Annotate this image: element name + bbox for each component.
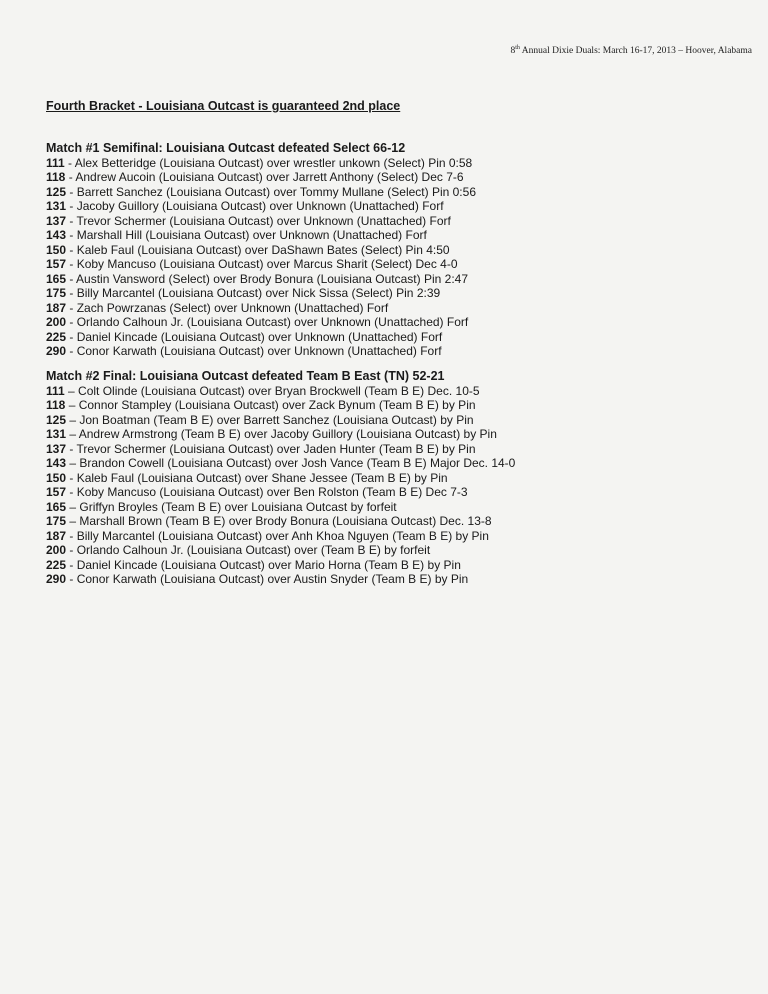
bout-row [46,185,476,200]
bout-result: – Marshall Brown (Team B E) over Brody Bonura (Louisiana Outcast) Dec. 13-8 [66,514,492,528]
header-ordinal: 8 [510,46,516,57]
bout-result: - Orlando Calhoun Jr. (Louisiana Outcast) over Unknown (Unattached) Forf [66,315,469,329]
bout-result: - Daniel Kincade (Louisiana Outcast) over Mario Horna (Team B E) by Pin [66,557,461,572]
bout-result: - Kaleb Faul (Louisiana Outcast) over Shane Jessee (Team B E) by Pin [66,470,448,485]
bout-weight: 143 [46,456,67,470]
bout-row [46,514,515,529]
bout-weight: 175 [46,286,67,300]
bout-row [46,228,476,243]
bout-weight: 290 [46,572,67,586]
bout-weight: 225 [46,329,67,344]
bout-result: - Orlando Calhoun Jr. (Louisiana Outcast) over (Team B E) by forfeit [66,543,431,557]
bout-row [46,214,476,229]
bout-result: - Conor Karwath (Louisiana Outcast) over Unknown (Unattached) Forf [66,344,442,358]
bout-weight: 125 [46,184,67,199]
bout-result: - Conor Karwath (Louisiana Outcast) over Austin Snyder (Team B E) by Pin [66,572,469,586]
bout-weight: 200 [46,543,67,557]
bout-row [46,471,515,486]
bout-row [46,301,476,316]
bout-weight: 150 [46,242,67,257]
match-final [46,369,515,587]
bout-result: - Koby Mancuso (Louisiana Outcast) over Ben Rolston (Team B E) Dec 7-3 [66,485,468,499]
bout-row [46,272,476,287]
bout-result: - Kaleb Faul (Louisiana Outcast) over DaShawn Bates (Select) Pin 4:50 [66,242,450,257]
bout-weight: 118 [46,170,66,184]
bout-weight: 111 [46,155,65,170]
bout-result: - Barrett Sanchez (Louisiana Outcast) over Tommy Mullane (Select) Pin 0:56 [66,184,476,199]
bout-result: - Billy Marcantel (Louisiana Outcast) over Nick Sissa (Select) Pin 2:39 [66,286,441,300]
bout-weight: 175 [46,514,67,528]
bout-row [46,286,476,301]
bout-weight: 187 [46,528,67,543]
bout-result: - Andrew Aucoin (Louisiana Outcast) over Jarrett Anthony (Select) Dec 7-6 [65,170,464,184]
bout-weight: 125 [46,412,67,427]
bout-row [46,199,476,214]
bout-result: - Alex Betteridge (Louisiana Outcast) over wrestler unkown (Select) Pin 0:58 [64,155,473,170]
bout-result: - Trevor Schermer (Louisiana Outcast) over Unknown (Unattached) Forf [66,213,451,228]
bout-row [46,427,515,442]
bout-weight: 131 [46,199,67,213]
bout-result: - Zach Powrzanas (Select) over Unknown (Unattached) Forf [66,300,389,315]
bout-row [46,442,515,457]
bout-weight: 200 [46,315,67,329]
bout-weight: 157 [46,257,67,271]
bout-row [46,572,515,587]
event-header [511,45,753,56]
bout-row [46,413,515,428]
header-event: Annual Dixie Duals: March 16-17, 2013 – Hoover, Alabama [521,46,752,57]
bout-result: - Trevor Schermer (Louisiana Outcast) over Jaden Hunter (Team B E) by Pin [66,441,476,456]
bout-result: - Daniel Kincade (Louisiana Outcast) over Unknown (Unattached) Forf [66,329,443,344]
bout-weight: 118 [46,398,66,412]
bout-result: – Jon Boatman (Team B E) over Barrett Sanchez (Louisiana Outcast) by Pin [66,412,474,427]
bout-row [46,398,515,413]
bout-result: - Marshall Hill (Louisiana Outcast) over Unknown (Unattached) Forf [66,228,427,242]
match-title: Match #2 Final: Louisiana Outcast defeated Team B East (TN) 52-21 [46,369,445,383]
bout-row [46,344,476,359]
bout-result: – Colt Olinde (Louisiana Outcast) over Bryan Brockwell (Team B E) Dec. 10-5 [64,383,480,398]
bout-result: – Andrew Armstrong (Team B E) over Jacoby Guillory (Louisiana Outcast) by Pin [66,427,497,441]
bout-row [46,315,476,330]
bout-result: – Connor Stampley (Louisiana Outcast) over Zack Bynum (Team B E) by Pin [65,398,476,412]
bout-weight: 290 [46,344,67,358]
bout-result: - Billy Marcantel (Louisiana Outcast) over Anh Khoa Nguyen (Team B E) by Pin [66,528,489,543]
bout-weight: 137 [46,441,67,456]
bout-weight: 187 [46,300,67,315]
bout-weight: 143 [46,228,67,242]
bout-result: – Brandon Cowell (Louisiana Outcast) over Josh Vance (Team B E) Major Dec. 14-0 [66,456,516,470]
match-title: Match #1 Semifinal: Louisiana Outcast defeated Select 66-12 [46,141,406,155]
header-ordinal-suffix: th [515,45,520,51]
bout-weight: 225 [46,557,67,572]
bout-row [46,529,515,544]
bout-weight: 131 [46,427,67,441]
bout-row [46,558,515,573]
match-semifinal [46,141,476,359]
bout-weight: 111 [46,383,65,398]
bout-row [46,543,515,558]
bout-row [46,170,476,185]
bout-result: - Jacoby Guillory (Louisiana Outcast) over Unknown (Unattached) Forf [66,199,444,213]
bout-weight: 150 [46,470,67,485]
bout-weight: 165 [46,271,67,286]
bout-row [46,485,515,500]
bout-result: – Griffyn Broyles (Team B E) over Louisiana Outcast by forfeit [66,499,397,514]
bout-row [46,384,515,399]
bout-row [46,500,515,515]
bracket-title: Fourth Bracket - Louisiana Outcast is guaranteed 2nd place [46,99,401,113]
bout-row [46,243,476,258]
bout-weight: 157 [46,485,67,499]
bout-row [46,156,476,171]
bout-weight: 165 [46,499,67,514]
bout-weight: 137 [46,213,67,228]
bout-result: - Koby Mancuso (Louisiana Outcast) over Marcus Sharit (Select) Dec 4-0 [66,257,458,271]
bout-result: - Austin Vansword (Select) over Brody Bonura (Louisiana Outcast) Pin 2:47 [66,271,469,286]
bout-row [46,330,476,345]
bout-row [46,257,476,272]
bout-row [46,456,515,471]
